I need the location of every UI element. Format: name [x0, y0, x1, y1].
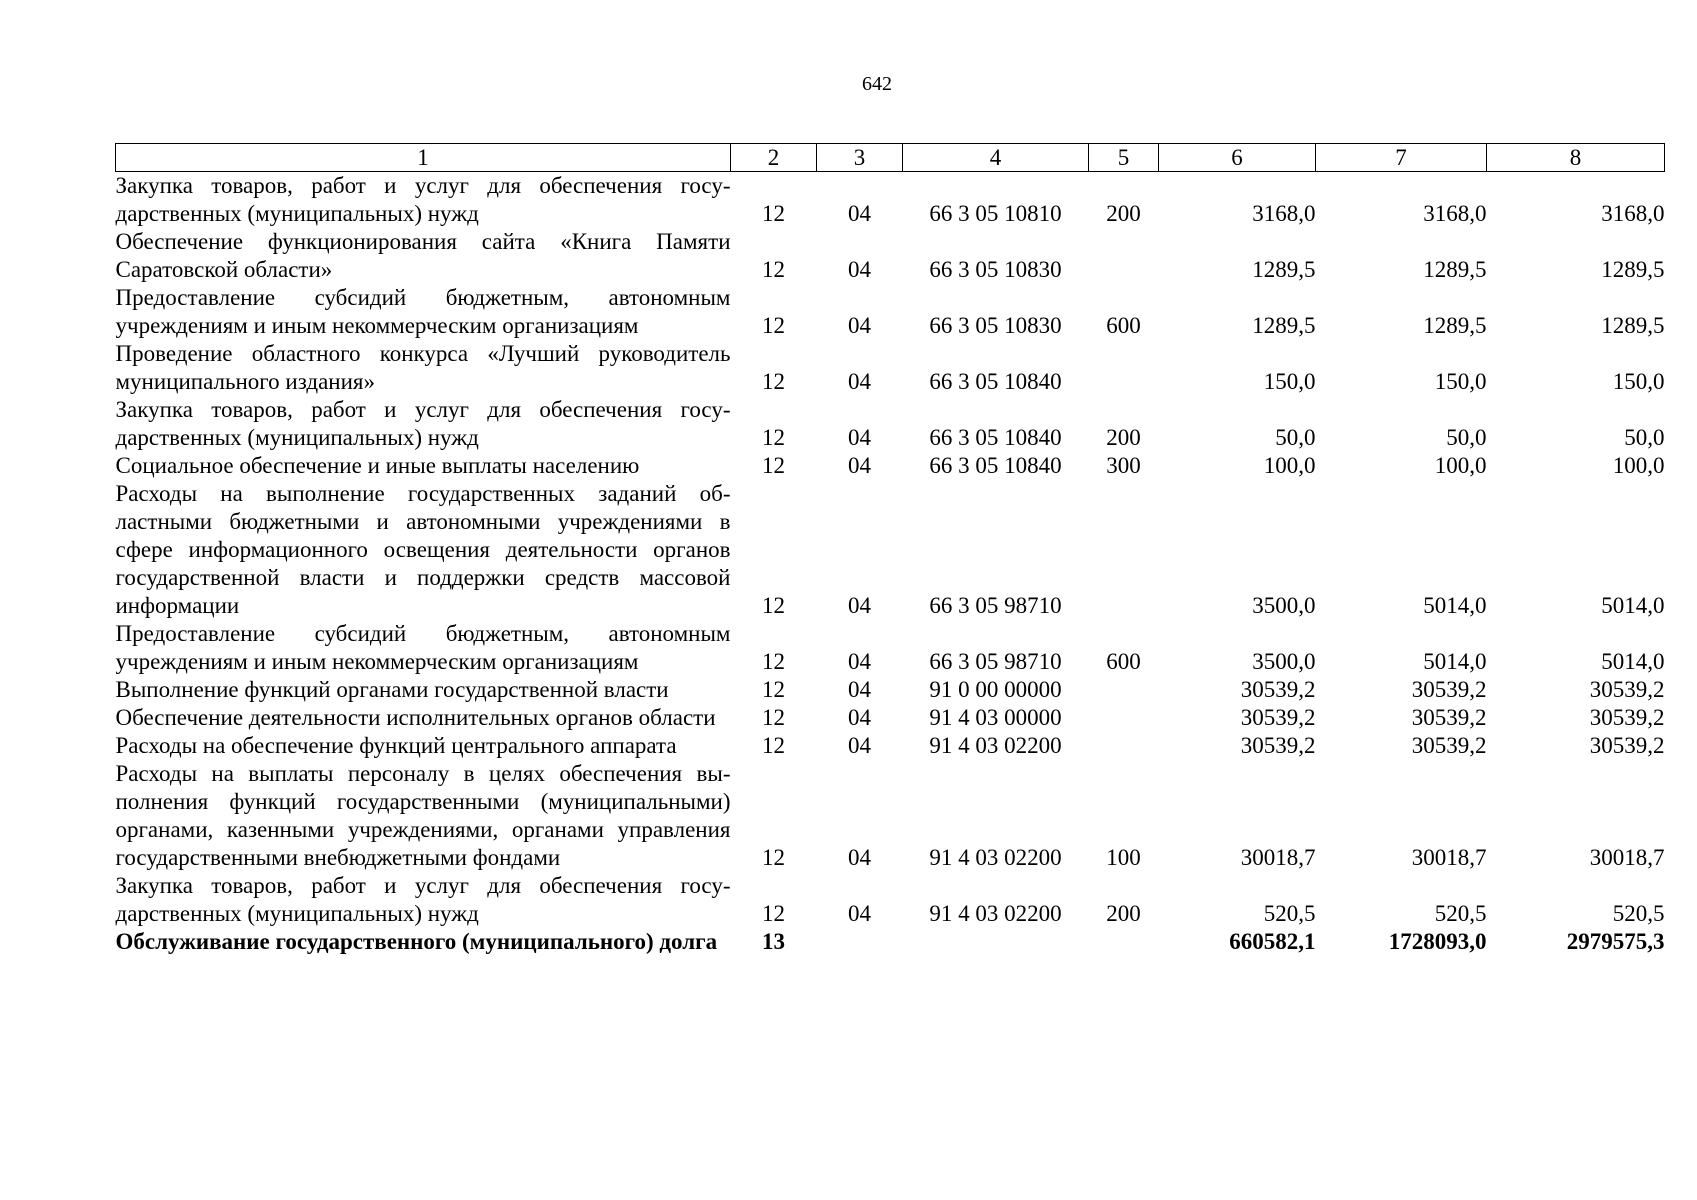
row-description: Обслуживание государственного (муниципального) долга [115, 929, 718, 954]
budget-table [115, 143, 1665, 956]
target-article-code: 91 4 03 02200 [929, 845, 1062, 870]
expense-type-code: 200 [1106, 425, 1141, 450]
section-code: 12 [762, 313, 785, 338]
page-number: 642 [862, 73, 892, 95]
amount-col-8: 520,5 [1612, 901, 1665, 926]
target-article-code: 66 3 05 10810 [929, 201, 1062, 226]
amount-col-8: 30539,2 [1589, 677, 1665, 702]
amount-col-8: 5014,0 [1601, 593, 1665, 618]
table-row [116, 172, 1665, 229]
row-description: Расходы на обеспечение функций центрального аппарата [115, 733, 677, 758]
amount-col-6: 660582,1 [1229, 929, 1316, 954]
expense-type-code: 300 [1106, 453, 1141, 478]
expense-type-code [1089, 228, 1159, 284]
column-header-4: 4 [903, 144, 1089, 172]
amount-col-8: 3168,0 [1601, 201, 1665, 226]
row-description: Обеспечение деятельности исполнительных органов области [115, 705, 716, 730]
amount-col-8: 30539,2 [1589, 733, 1665, 758]
amount-col-6: 30539,2 [1240, 733, 1316, 758]
amount-col-7: 150,0 [1434, 369, 1487, 394]
table-row [116, 340, 1665, 396]
table-row [116, 284, 1665, 340]
amount-col-6: 100,0 [1263, 453, 1316, 478]
row-description: Расходы на выплаты персоналу в целях обеспечения выполнения функций государственными (муниципальными) органами, казенными учреждениями, органами управления государственными внебюджетными фондами [115, 761, 731, 870]
section-code: 12 [762, 257, 785, 282]
target-article-code: 66 3 05 10830 [929, 257, 1062, 282]
amount-col-6: 3500,0 [1252, 593, 1316, 618]
target-article-code: 91 4 03 02200 [929, 901, 1062, 926]
table-row [116, 704, 1665, 732]
amount-col-7: 30018,7 [1411, 845, 1487, 870]
amount-col-7: 30539,2 [1411, 705, 1487, 730]
subsection-code: 04 [848, 733, 871, 758]
expense-type-code [1089, 676, 1159, 704]
target-article-code: 91 0 00 00000 [929, 677, 1062, 702]
subsection-code: 04 [848, 677, 871, 702]
row-description: Закупка товаров, работ и услуг для обеспечения государственных (муниципальных) нужд [115, 873, 731, 926]
amount-col-6: 3168,0 [1252, 201, 1316, 226]
column-header-3: 3 [817, 144, 903, 172]
table-row [116, 732, 1665, 760]
expense-type-code: 200 [1106, 901, 1141, 926]
amount-col-7: 1289,5 [1423, 257, 1487, 282]
table-row [116, 452, 1665, 480]
subsection-code: 04 [848, 257, 871, 282]
subsection-code: 04 [848, 901, 871, 926]
expense-type-code [1089, 480, 1159, 620]
amount-col-7: 520,5 [1434, 901, 1487, 926]
section-code: 12 [762, 649, 785, 674]
amount-col-6: 150,0 [1263, 369, 1316, 394]
target-article-code: 66 3 05 98710 [929, 593, 1062, 618]
target-article-code: 66 3 05 10840 [929, 453, 1062, 478]
expense-type-code [1089, 340, 1159, 396]
section-code: 12 [762, 705, 785, 730]
column-header-2: 2 [731, 144, 817, 172]
section-code: 12 [762, 677, 785, 702]
subsection-code: 04 [848, 705, 871, 730]
row-description: Обеспечение функционирования сайта «Книга Памяти Саратовской области» [115, 229, 731, 282]
table-row [116, 872, 1665, 928]
expense-type-code: 100 [1106, 845, 1141, 870]
amount-col-6: 3500,0 [1252, 649, 1316, 674]
table-body [116, 172, 1665, 957]
amount-col-8: 5014,0 [1601, 649, 1665, 674]
expense-type-code: 600 [1106, 313, 1141, 338]
amount-col-8: 1289,5 [1601, 257, 1665, 282]
amount-col-8: 30018,7 [1589, 845, 1665, 870]
amount-col-7: 3168,0 [1423, 201, 1487, 226]
target-article-code: 91 4 03 02200 [929, 733, 1062, 758]
amount-col-6: 50,0 [1275, 425, 1316, 450]
amount-col-7: 50,0 [1446, 425, 1487, 450]
row-description: Социальное обеспечение и иные выплаты населению [115, 453, 640, 478]
column-header-6: 6 [1159, 144, 1316, 172]
amount-col-8: 30539,2 [1589, 705, 1665, 730]
target-article-code: 91 4 03 00000 [929, 705, 1062, 730]
row-description: Закупка товаров, работ и услуг для обеспечения государственных (муниципальных) нужд [115, 173, 731, 226]
subsection-code: 04 [848, 649, 871, 674]
target-article-code: 66 3 05 10840 [929, 425, 1062, 450]
amount-col-8: 1289,5 [1601, 313, 1665, 338]
row-description: Расходы на выполнение государственных заданий областными бюджетными и автономными учреждениями в сфере информационного освещения деятельности органов государственной власти и поддержки средств массовой информации [115, 481, 731, 618]
expense-type-code: 600 [1106, 649, 1141, 674]
section-code: 12 [762, 733, 785, 758]
amount-col-7: 100,0 [1434, 453, 1487, 478]
table-row [116, 228, 1665, 284]
column-header-8: 8 [1487, 144, 1665, 172]
amount-col-7: 30539,2 [1411, 733, 1487, 758]
amount-col-7: 5014,0 [1423, 593, 1487, 618]
row-description: Проведение областного конкурса «Лучший руководитель муниципального издания» [115, 341, 731, 394]
expense-type-code [1089, 928, 1159, 956]
subsection-code: 04 [848, 593, 871, 618]
section-code: 13 [762, 929, 785, 954]
subsection-code [817, 928, 903, 956]
amount-col-8: 100,0 [1612, 453, 1665, 478]
section-code: 12 [762, 369, 785, 394]
subsection-code: 04 [848, 313, 871, 338]
amount-col-8: 150,0 [1612, 369, 1665, 394]
section-code: 12 [762, 593, 785, 618]
table-row [116, 620, 1665, 676]
section-code: 12 [762, 901, 785, 926]
subsection-code: 04 [848, 201, 871, 226]
row-description: Выполнение функций органами государственной власти [115, 677, 669, 702]
amount-col-6: 30539,2 [1240, 677, 1316, 702]
column-header-7: 7 [1316, 144, 1487, 172]
amount-col-8: 2979575,3 [1566, 929, 1665, 954]
section-code: 12 [762, 201, 785, 226]
row-description: Предоставление субсидий бюджетным, автономным учреждениям и иным некоммерческим организациям [115, 621, 731, 674]
subsection-code: 04 [848, 369, 871, 394]
table-row [116, 676, 1665, 704]
target-article-code [903, 928, 1089, 956]
amount-col-6: 30018,7 [1240, 845, 1316, 870]
amount-col-6: 30539,2 [1240, 705, 1316, 730]
amount-col-6: 520,5 [1263, 901, 1316, 926]
section-code: 12 [762, 453, 785, 478]
row-description: Закупка товаров, работ и услуг для обеспечения государственных (муниципальных) нужд [115, 397, 731, 450]
subsection-code: 04 [848, 453, 871, 478]
subsection-code: 04 [848, 845, 871, 870]
target-article-code: 66 3 05 10830 [929, 313, 1062, 338]
table-row [116, 480, 1665, 620]
section-code: 12 [762, 425, 785, 450]
target-article-code: 66 3 05 10840 [929, 369, 1062, 394]
column-header-1: 1 [116, 144, 731, 172]
amount-col-6: 1289,5 [1252, 313, 1316, 338]
expense-type-code [1089, 704, 1159, 732]
amount-col-7: 1728093,0 [1388, 929, 1487, 954]
amount-col-7: 5014,0 [1423, 649, 1487, 674]
expense-type-code: 200 [1106, 201, 1141, 226]
table-row [116, 396, 1665, 452]
subsection-code: 04 [848, 425, 871, 450]
table-row [116, 760, 1665, 872]
section-code: 12 [762, 845, 785, 870]
header-row [116, 144, 1665, 172]
column-header-5: 5 [1089, 144, 1159, 172]
amount-col-6: 1289,5 [1252, 257, 1316, 282]
target-article-code: 66 3 05 98710 [929, 649, 1062, 674]
amount-col-7: 30539,2 [1411, 677, 1487, 702]
row-description: Предоставление субсидий бюджетным, автономным учреждениям и иным некоммерческим организациям [115, 285, 731, 338]
amount-col-7: 1289,5 [1423, 313, 1487, 338]
table-row [116, 928, 1665, 956]
expense-type-code [1089, 732, 1159, 760]
table-header [116, 144, 1665, 172]
amount-col-8: 50,0 [1624, 425, 1665, 450]
